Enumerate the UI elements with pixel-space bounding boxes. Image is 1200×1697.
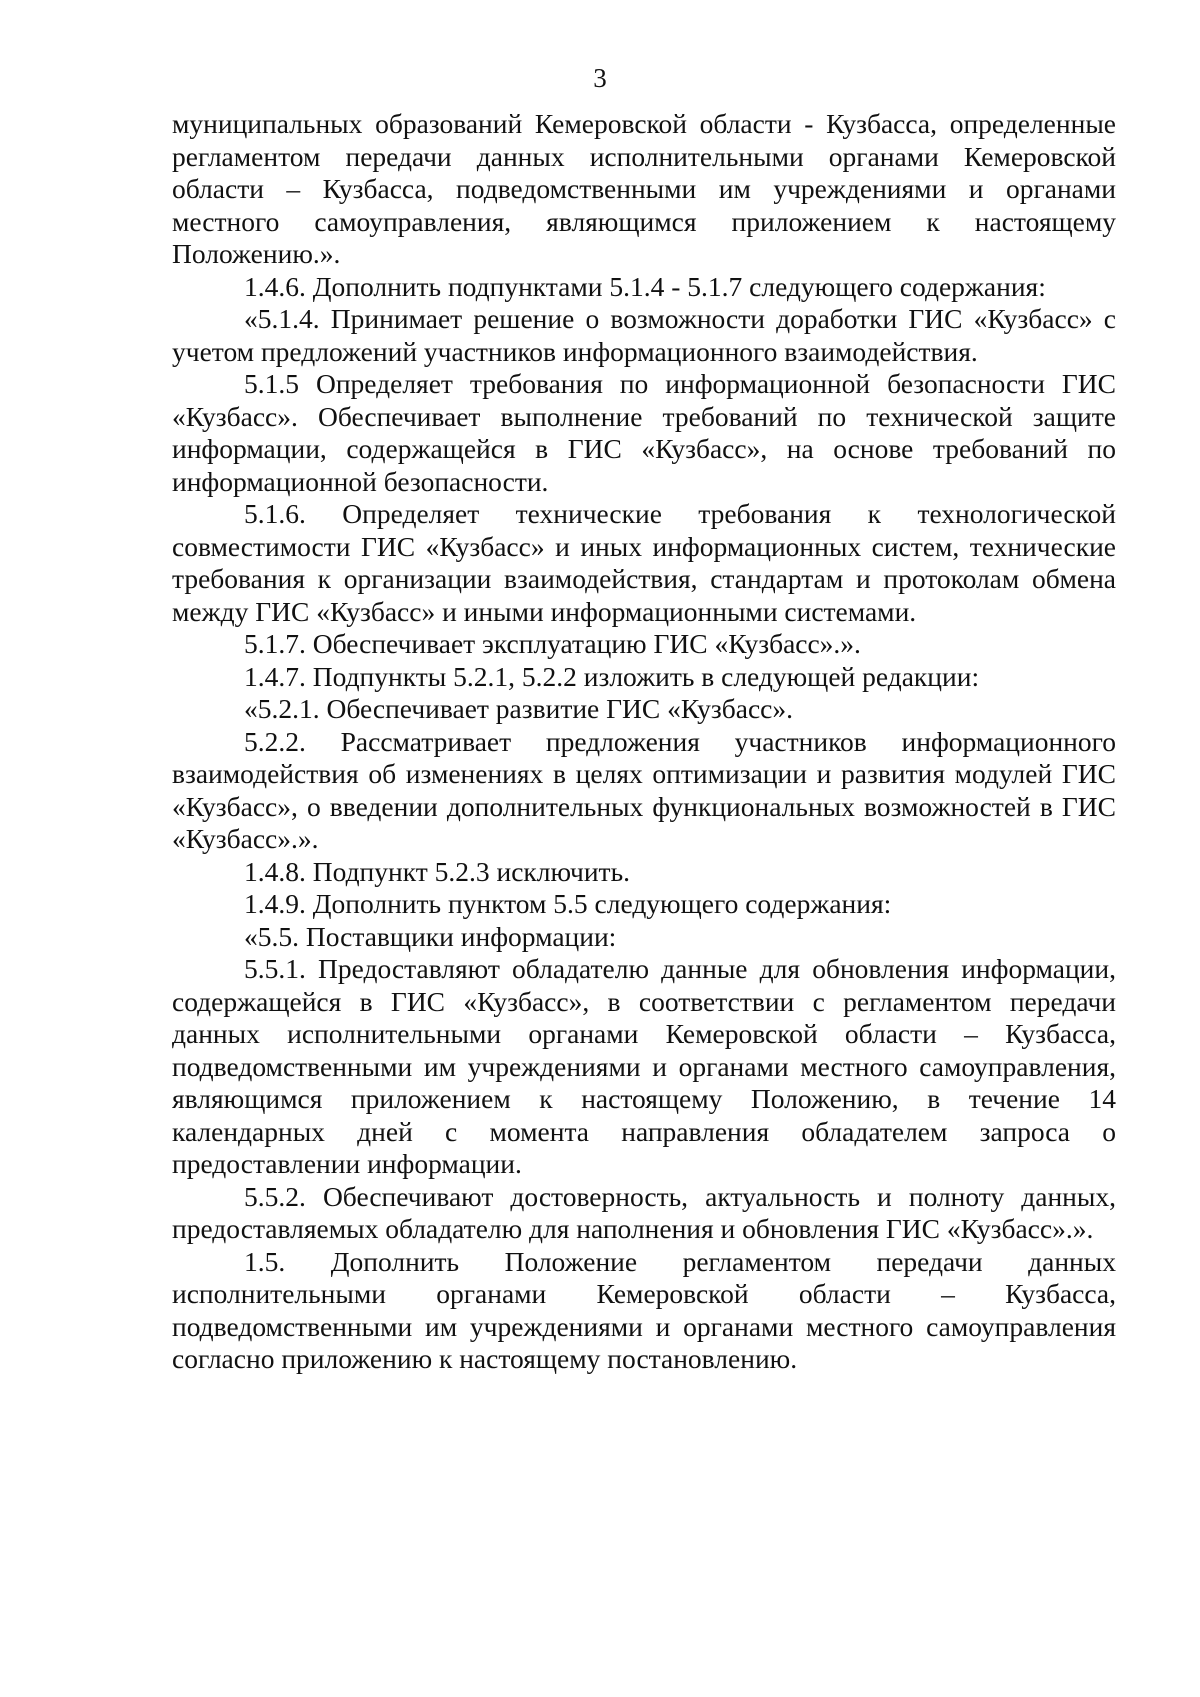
paragraph: 1.4.6. Дополнить подпунктами 5.1.4 - 5.1.7 следующего содержания:	[244, 270, 1046, 302]
paragraph: 1.4.8. Подпункт 5.2.3 исключить.	[244, 855, 630, 887]
paragraph: 5.2.2. Рассматривает предложения участников информационного взаимодействия об изменениях в целях оптимизации и развития модулей ГИС «Кузбасс», о введении дополнительных функциональных возможностей в ГИС «Кузбасс».».	[172, 725, 1116, 854]
paragraph: 5.1.6. Определяет технические требования к технологической совместимости ГИС «Кузбасс» и иных информационных систем, технические требования к организации взаимодействия, стандартам и протоколам обмена между ГИС «Кузбасс» и иными информационными системами.	[172, 498, 1116, 627]
paragraph: 5.5.2. Обеспечивают достоверность, актуальность и полноту данных, предоставляемых обладателю для наполнения и обновления ГИС «Кузбасс».».	[172, 1180, 1116, 1244]
paragraph: 1.4.7. Подпункты 5.2.1, 5.2.2 изложить в следующей редакции:	[244, 660, 980, 692]
page-number: 3	[593, 63, 607, 93]
document-body	[172, 108, 1116, 1376]
paragraph: 5.5.1. Предоставляют обладателю данные для обновления информации, содержащейся в ГИС «Кузбасс», в соответствии с регламентом передачи данных исполнительными органами Кемеровской области – Кузбасса, подведомственными им учреждениями и органами местного самоуправления, являющимся приложением к настоящему Положению, в течение 14 календарных дней с момента направления обладателем запроса о предоставлении информации.	[172, 953, 1116, 1179]
paragraph: 1.4.9. Дополнить пунктом 5.5 следующего содержания:	[244, 888, 892, 919]
paragraph: 5.1.7. Обеспечивает эксплуатацию ГИС «Кузбасс».».	[244, 628, 861, 659]
paragraph: 5.1.5 Определяет требования по информационной безопасности ГИС «Кузбасс». Обеспечивает выполнение требований по технической защите информации, содержащейся в ГИС «Кузбасс», на основе требований по информационной безопасности.	[172, 368, 1116, 497]
paragraph: «5.1.4. Принимает решение о возможности доработки ГИС «Кузбасс» с учетом предложений участников информационного взаимодействия.	[172, 303, 1116, 367]
paragraph: муниципальных образований Кемеровской области - Кузбасса, определенные регламентом передачи данных исполнительными органами Кемеровской области – Кузбасса, подведомственными им учреждениями и органами местного самоуправления, являющимся приложением к настоящему Положению.».	[172, 108, 1116, 269]
paragraph: 1.5. Дополнить Положение регламентом передачи данных исполнительными органами Кемеровской области – Кузбасса, подведомственными им учреждениями и органами местного самоуправления согласно приложению к настоящему постановлению.	[172, 1245, 1116, 1374]
paragraph: «5.5. Поставщики информации:	[244, 920, 617, 952]
paragraph: «5.2.1. Обеспечивает развитие ГИС «Кузбасс».	[244, 693, 793, 724]
